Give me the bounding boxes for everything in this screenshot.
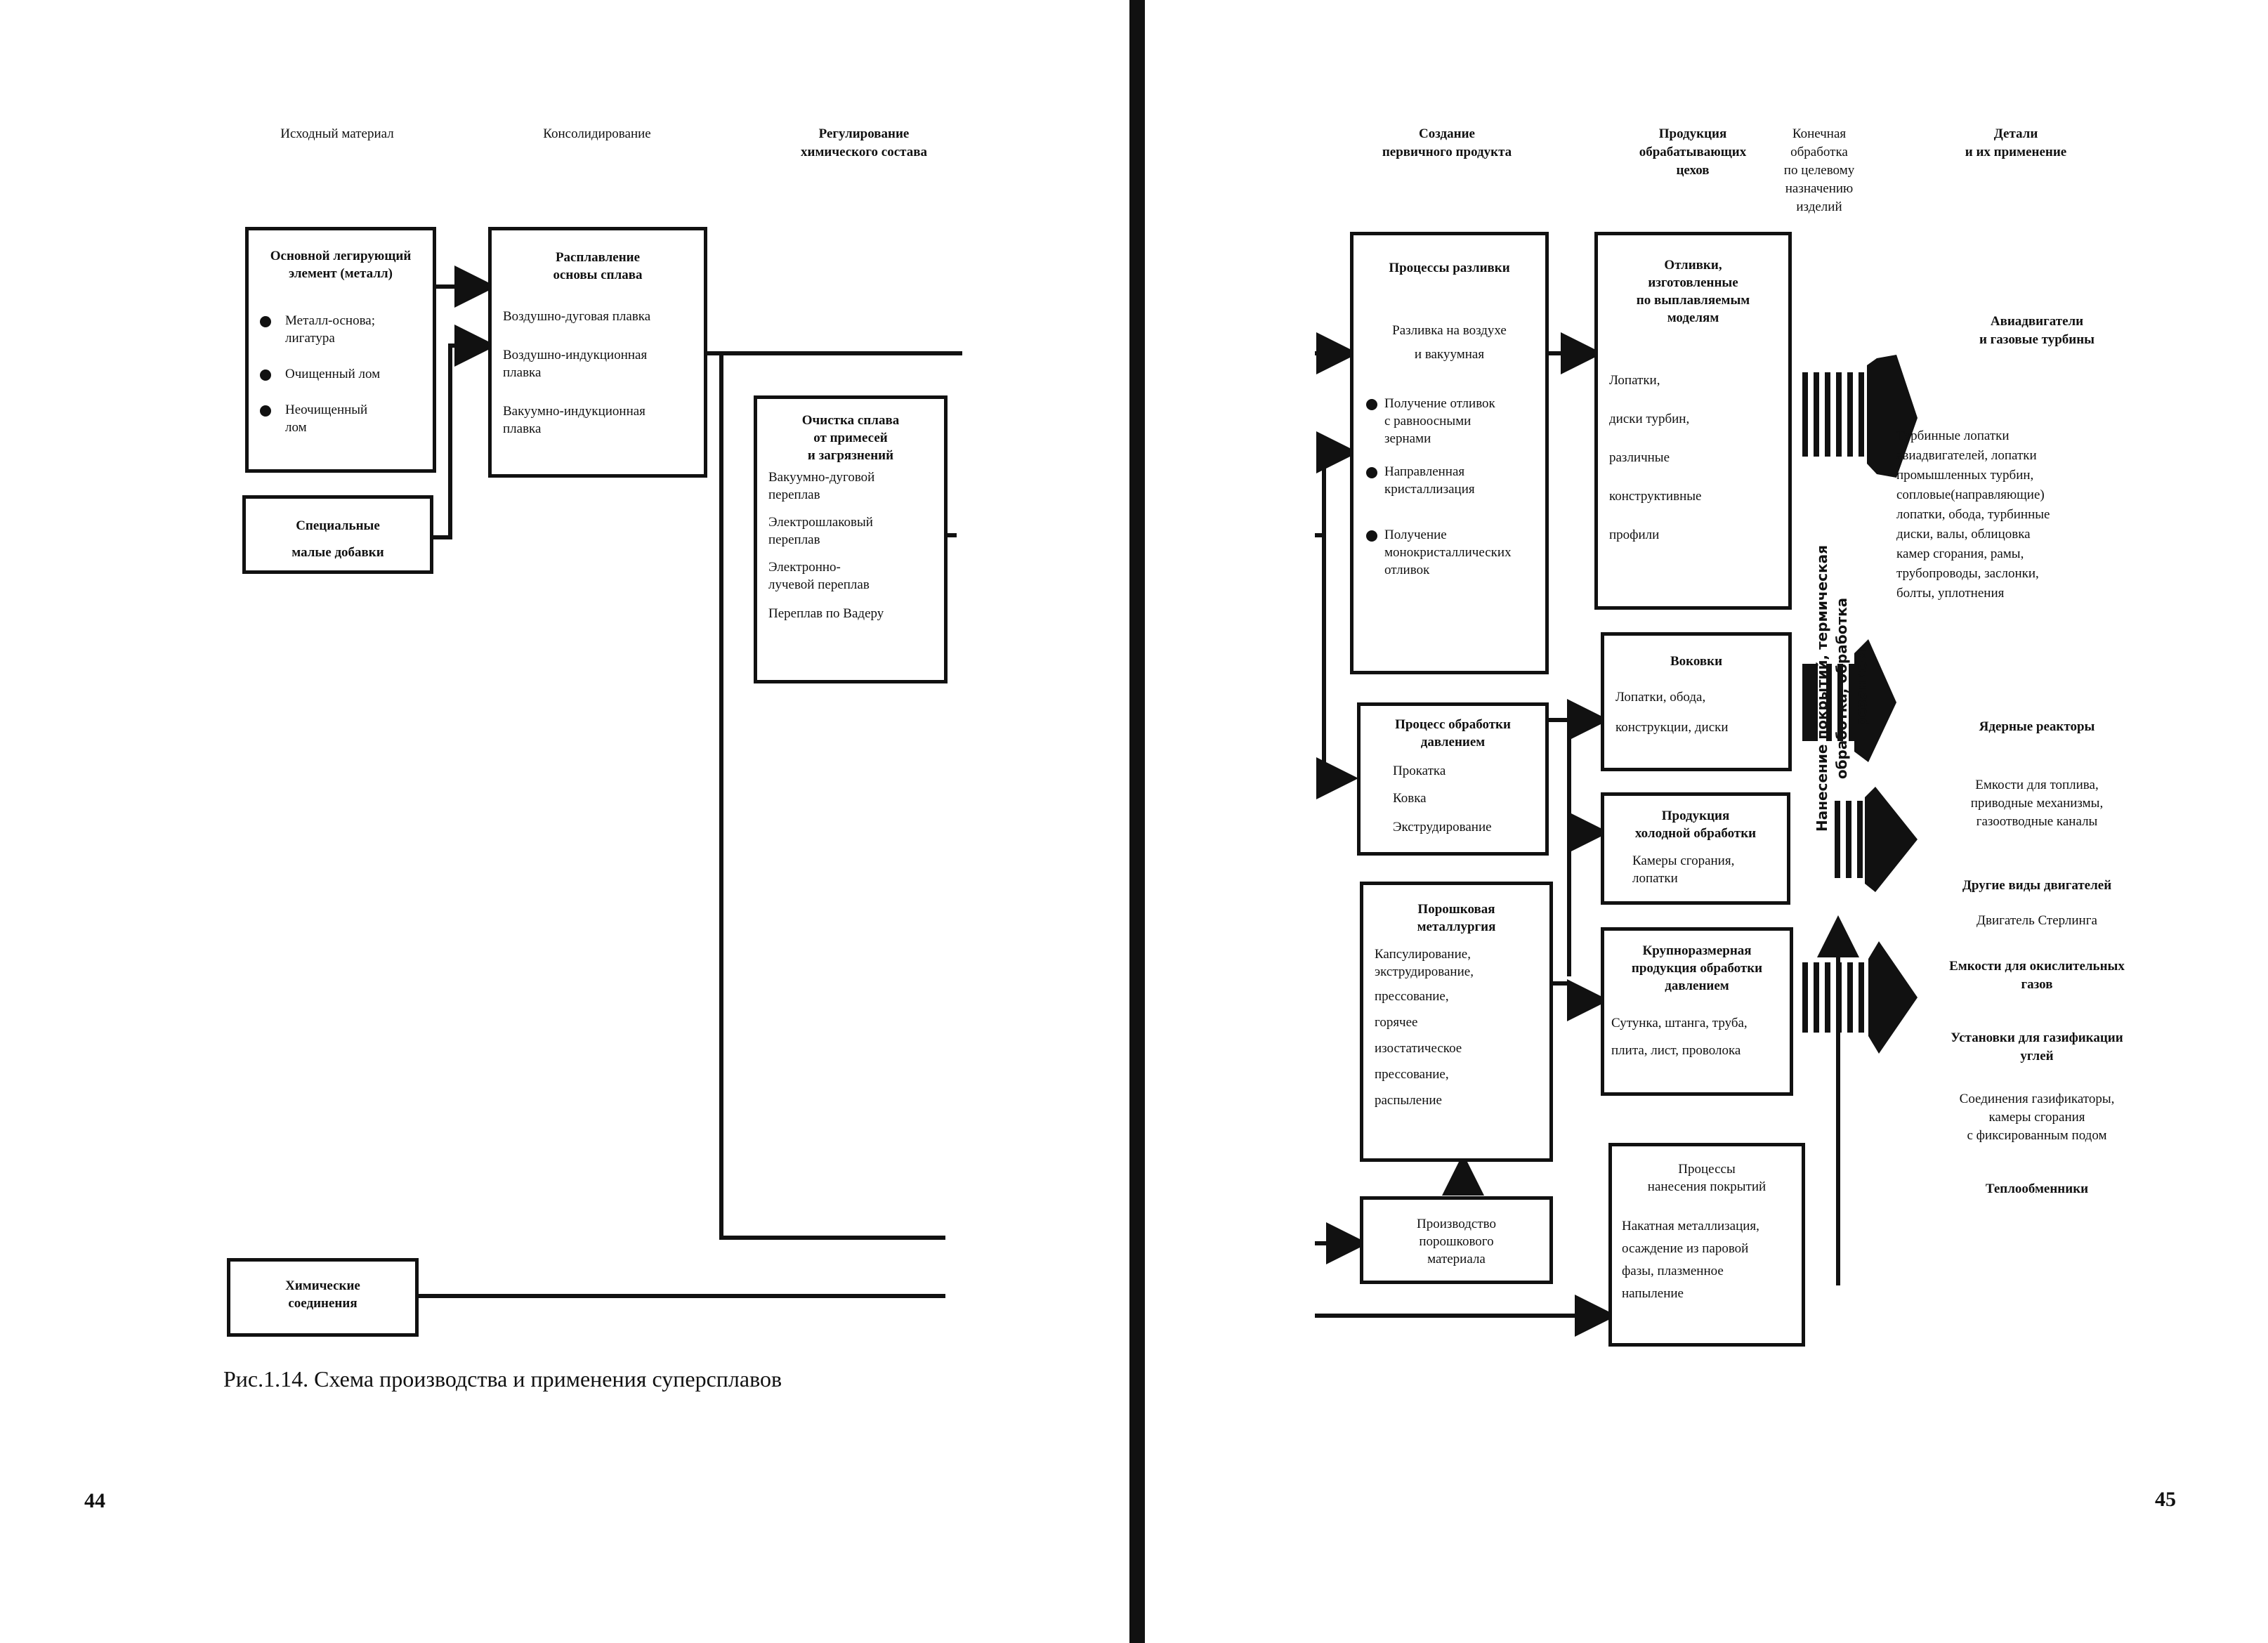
column-header-shop-products: Продукция обрабатывающих цехов [1639,126,1747,178]
powder-line: распыление [1375,1093,1442,1108]
application-heading: Теплообменники [1985,1181,2089,1196]
pressure-title: Процесс обработки давлением [1395,717,1511,750]
base-alloy-item: Очищенный лом [256,365,426,383]
powder-line: горячее [1375,1015,1418,1030]
large-line: Сутунка, штанга, труба, [1611,1016,1748,1030]
investment-line: Лопатки, [1609,373,1660,388]
application-heading: Авиадвигатели и газовые турбины [1979,314,2095,347]
column-header-final-processing: Конечная обработка по целевому назначению изделий [1783,126,1855,214]
powder-production-title: Производство порошкового материала [1417,1217,1496,1266]
large-product-box [1601,927,1793,1096]
investment-line: различные [1609,450,1670,465]
melting-line: Воздушно-дуговая плавка [503,309,651,324]
application-detail: Емкости для топлива, приводные механизмы, газоотводные каналы [1970,778,2104,829]
pressure-line: Экструдирование [1393,820,1492,834]
base-alloy-item: Металл-основа; лигатура [256,312,426,347]
coating-title: Процессы нанесения покрытий [1647,1162,1766,1194]
refining-box [754,395,948,683]
cold-line: Камеры сгорания, лопатки [1632,853,1735,886]
column-header-applications: Детали и их применение [1965,126,2067,159]
coating-box [1608,1143,1805,1347]
page-number-right: 45 [2155,1488,2176,1511]
application-heading: Другие виды двигателей [1962,878,2112,893]
bullet-icon [260,369,271,381]
large-title: Крупноразмерная продукция обработки давлением [1631,943,1763,993]
refining-line: Переплав по Вадеру [768,606,884,621]
casting-title: Процессы разливки [1389,261,1510,275]
bullet-icon [1366,530,1377,542]
small-additions-title: Специальные малые добавки [291,518,384,560]
refining-line: Вакуумно-дуговой переплав [768,470,875,502]
application-detail: Двигатель Стерлинга [1977,913,2097,928]
casting-item: Получение монокристаллических отливок [1366,526,1533,579]
refining-line: Электронно- лучевой переплав [768,560,870,592]
powder-title: Порошковая металлургия [1417,902,1496,934]
powder-production-box [1360,1196,1553,1284]
arrow-additions-to-melting [433,346,488,537]
investment-title: Отливки, изготовленные по выплавляемым моделям [1636,258,1750,325]
base-alloy-title: Основной легирующий элемент (металл) [270,249,412,281]
refining-title: Очистка сплава от примесей и загрязнений [801,413,900,463]
cold-work-box [1601,792,1790,905]
bus-casting-pressure [1324,452,1350,778]
casting-item: Направленная кристаллизация [1366,463,1533,498]
investment-line: диски турбин, [1609,412,1690,426]
investment-line: конструктивные [1609,489,1702,504]
melting-box [488,227,707,478]
casting-box [1350,232,1549,674]
melting-line: Вакуумно-индукционная плавка [503,404,645,436]
forging-title: Воковки [1670,654,1723,669]
investment-line: профили [1609,528,1660,542]
powder-line: прессование, [1375,989,1449,1004]
forging-box [1601,632,1792,771]
column-header-source-material: Исходный материал [280,126,394,141]
powder-line: изостатическое [1375,1041,1462,1056]
chemical-compounds-box [227,1258,419,1337]
powder-line: прессование, [1375,1067,1449,1082]
bullet-icon [260,405,271,417]
pressure-line: Ковка [1393,791,1427,806]
page-number-left: 44 [84,1489,105,1512]
figure-caption: Рис.1.14. Схема производства и применения суперсплавов [223,1366,782,1392]
powder-metallurgy-box [1360,882,1553,1162]
book-spine [1129,0,1145,1643]
bullet-icon [1366,399,1377,410]
bullet-icon [1366,467,1377,478]
casting-intro: Разливка на воздухе и вакуумная [1392,323,1507,362]
coating-line: Накатная металлизация, осаждение из паровой фазы, плазменное напыление [1622,1219,1759,1301]
powder-line: Капсулирование, экструдирование, [1375,947,1474,979]
column-header-chemistry-control: Регулирование химического состава [801,126,927,159]
cold-title: Продукция холодной обработки [1634,809,1757,841]
pressure-box [1357,702,1549,856]
chemical-title: Химические соединения [285,1278,360,1311]
melting-line: Воздушно-индукционная плавка [503,348,648,380]
casting-item: Получение отливок с равноосными зернами [1366,395,1533,447]
application-heading: Емкости для окислительных газов [1949,959,2125,992]
application-heading: Установки для газификации углей [1951,1030,2123,1063]
base-alloy-box [245,227,436,473]
column-header-consolidation: Консолидирование [543,126,651,141]
vertical-process-label: Нанесение покрытий, термическая обработка, обработка резанием [1814,545,1870,832]
refining-line: Электрошлаковый переплав [768,515,873,547]
melting-title: Расплавление основы сплава [553,250,643,282]
pressure-line: Прокатка [1393,764,1446,778]
forging-line: Лопатки, обода, [1615,690,1706,705]
base-alloy-item: Неочищенный лом [256,401,426,436]
small-additions-box [242,495,433,574]
application-detail: Соединения газификаторы, камеры сгорания с фиксированным подом [1959,1092,2115,1143]
application-detail: Турбинные лопатки авиадвигателей, лопатки промышленных турбин, сопловые(направляющие) лопатки, обода, турбинные диски, валы, облицовка камер сгорания, рамы, трубопроводы, заслонки, болты, уплотнения [1896,428,2050,601]
forging-line: конструкции, диски [1615,720,1729,735]
investment-casting-box [1594,232,1792,610]
large-line: плита, лист, проволока [1611,1043,1741,1058]
column-header-primary-product: Создание первичного продукта [1382,126,1512,159]
application-heading: Ядерные реакторы [1979,719,2095,734]
bullet-icon [260,316,271,327]
